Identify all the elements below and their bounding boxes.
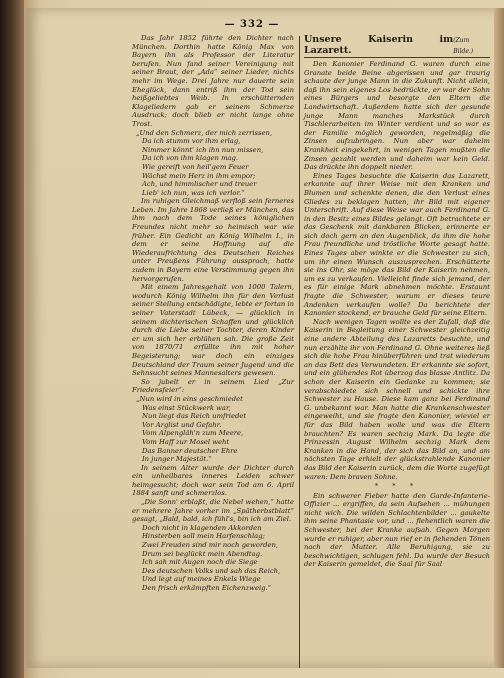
verse-line: Wie gereift von heil'gem Feuer: [142, 162, 249, 171]
verse-line: Nimmer könnt' ich ihn nun missen,: [142, 145, 264, 154]
verse-line: In junger Majestät.“: [142, 455, 212, 464]
article-heading: [304, 34, 490, 58]
verse-line: Doch nicht in klagenden Akkorden: [142, 523, 262, 532]
verse-line: Den frisch erkämpften Eichenzweig.“: [142, 584, 272, 592]
poem-stanza: [132, 129, 294, 198]
right-column: [304, 34, 490, 670]
verse-line: Des deutschen Volks und sah das Reich,: [142, 566, 281, 575]
paragraph: Nach wenigen Tagen wollte es der Zufall, daß die Kaiserin in Begleitung einer Schwester gleichzeitig eine andere Abteilung des Lazaretts besuchte, und nun erzählte ihr von Ferdinand G. Ohne weiteres ließ sich die hohe Frau hinüberführen und trat wiederum an das Bett des Verwundeten. Er erkannte sie sofort, und ein glühendes Rot überzog das blasse Antlitz. Da schon der Kaiserin ein Gedanke zu kommen; sie verabschiedete sich schnell und schickte ihre Schwester zu Hause. Diese kam ganz bei Ferdinand G. unbekannt war. Man hatte die Krankenschwester eingeweiht, und sie fragte den Kanonier, wieviel er für das Bild haben wolle und was die Eltern brauchten? Es waren sechzig Mark. Da legte die Prinzessin August Wilhelm sechzig Mark dem Kranken in die Hand, der sich das Bild an, und am nächsten Tage erhielt der glückstrahlende Kanonier das Bild der Kaiserin zurück, dem die Worte zugefügt waren: Dem braven Sohne.: [304, 317, 490, 481]
verse-line: „Nun wird in eins geschmiedet: [136, 394, 243, 403]
poem-stanza: [132, 524, 294, 593]
paragraph: Ein schwerer Fieber hatte den Garde-Infanterie-Offizier ... ergriffen, da sein Aufsehen ... mühungen nicht wich. Die wilden Schlachtenbilder ... gaukelte ihm seine Phantasie vor, und ... flehentlich waren die Schwester, bei der Kranke aufsah. Gegen Morgen wurde er ruhiger, aber nun rief er in flehenden Tönen nach der Mutter. Alle Beruhigung, sie zu beschwichtigen, schlugen fehl. Da wurde der Besuch der Kaiserin gemeldet, die Saal für Saal: [304, 491, 490, 569]
paragraph: So jubelt er in seinem Lied „Zur Friedensfeier“:: [132, 377, 294, 395]
verse-line: Drum sei beglückt mein Abendtag.: [142, 549, 263, 558]
book-spine: [0, 0, 24, 678]
verse-line: Zwei Freuden sind mir noch geworden,: [142, 541, 279, 550]
verse-line: Wächst mein Herz in ihm empor;: [142, 171, 256, 180]
verse-line: Da ich stumm vor ihm erlag,: [142, 137, 241, 146]
left-column: [132, 34, 294, 670]
paragraph: „Die Sonn' erblaßt, die Nebel wehen,“ hatte er mehrere Jahre vorher im „Spätherbstblatt“ gesagt, „Bald, bald, ich fühl's, bin ich am Ziel.: [132, 498, 294, 524]
verse-line: Ich sah mit Augen noch die Siege: [142, 558, 258, 567]
paragraph: In seinem Alter wurde der Dichter durch ein unheilbares inneres Leiden schwer heimgesucht; doch war sein Tod am 6. April 1884 sanft und schmerzlos.: [132, 463, 294, 498]
verse-line: Und legt auf meines Enkels Wiege: [142, 575, 261, 584]
paragraph: Eines Tages besuchte die Kaiserin das Lazarett, erkannte auf ihrer Weise mit den Kranken und Blumen und schenkte denen, die den Verlust eines Gliedes zu beklagen hatten, ihr Bild mit eigener Unterschrift. Auf diese Weise war auch Ferdinand G. in den Besitz eines Bildes gelangt. Oft betrachtete er das Geschenk mit dankbaren Blicken, erinnerte er sich doch gern an den Augenblick, da ihm die hohe Frau freundliche und tröstliche Worte gesagt hatte. Eines Tages aber winkte er die Schwester zu sich, um ihr einen Wunsch auszusprechen. Erschütterte sie ins Ohr, sie möge das Bild der Kaiserin nehmen, um es zu verkaufen. Vielleicht finde sich jemand, der es für einige Mark abnehmen möchte. Erstaunt fragte die Schwester, warum er dieses teure Andenken verkaufen wolle? Da berichtete der Kanonier stockend, er brauche Geld für seine Eltern.: [304, 171, 490, 318]
verse-line: Vom Haff zur Mosel weht: [142, 437, 230, 446]
paragraph: Den Kanonier Ferdinand G. waren durch eine Granate beide Beine abgerissen und gar traurig schaute der junge Mann in die Zukunft. Nicht allein, daß ihn sein eigenes Los bedrückte, er war der Sohn eines Bürgers und besorgte den Eltern die Landwirtschaft. Außerdem hatte sich der gesunde junge Mann manches Markstück durch Tischlerarbeiten im Winter verdient und so war es der Familie möglich geworden, regelmäßig die Zinsen aufzubringen. Nun aber war daheim Krankheit eingekehrt, in wenigen Tagen mußten die Zinsen gezahlt werden und daheim war kein Geld. Das drückte ihn doppelt nieder.: [304, 60, 490, 172]
column-divider: [299, 36, 300, 668]
article-source-note: (Zum Bilde.): [453, 37, 474, 55]
verse-line: Hinsterben soll mein Harfenschlag;: [142, 532, 265, 541]
verse-line: Das Banner deutscher Ehre: [142, 446, 238, 455]
verse-line: „Und den Schmerz, der mich zerrissen,: [136, 128, 273, 137]
verse-line: Was einst Stückwerk war,: [142, 403, 231, 412]
verse-line: Ach, und himmlischer und treuer: [142, 180, 257, 189]
article-title: Unsere Kaiserin im Lazarett.: [304, 34, 454, 56]
section-separator: * * *: [374, 482, 420, 491]
verse-line: Vor Arglist und Gefahr.: [142, 420, 222, 429]
paragraph: Das Jahr 1852 führte den Dichter nach München. Dorthin hatte König Max von Bayern ihn als Professor der Literatur berufen. Nun fand seiner Vereinigung mit seiner Braut, der „Ada“ seiner Lieder, nichts mehr im Wege. Drei Jahre nur dauerte sein Eheglück, dann entriß ihm der Tod sein heißgeliebtes Weib. In erschütternden Klageliedern gab er seinem Schmerze Ausdruck; doch blieb er nicht lange ohne Trost.: [132, 34, 294, 128]
verse-line: Vom Alpengläh'n zum Meere,: [142, 429, 244, 438]
verse-line: Da ich von ihm klagen mag.: [142, 154, 239, 163]
verse-line: Lieb' ich nun, was ich verlor.“: [142, 188, 245, 197]
page-edge: [494, 8, 504, 668]
poem-stanza: [132, 395, 294, 464]
paragraph: Im ruhigen Gleichmaß verfloß sein ferneres Leben. Im Jahre 1868 verließ er München, das ihm nach dem Tode seines königlichen Freundes nicht mehr so heimisch war wie früher. Ein Gedicht an König Wilhelm I., in dem er seine Hoffnung auf die Wiederaufrichtung des Deutschen Reiches unter Preußens Führung aussprach, hatte zudem in Bayern eine Verstimmung gegen ihn hervorgerufen.: [132, 197, 294, 283]
paragraph: Mit einem Jahresgehalt von 1000 Talern, wodurch König Wilhelm ihn für den Verlust seiner Stellung entschädigte, lebte er fortan in seiner Vaterstadt Lübeck, — glücklich in seinem dichterischen Schaffen und glücklich durch die Liebe seiner Tochter, deren Kinder er um sich her erblühen sah. Die große Zeit von 1870/71 erfüllte ihn mit hoher Begeisterung; war doch ein einziges Deutschland der Traum seiner Jugend und die Sehnsucht seines Mannesalters gewesen.: [132, 283, 294, 378]
verse-line: Nun liegt das Reich umfriedet: [142, 412, 247, 421]
page-number: — 332 —: [224, 19, 280, 30]
